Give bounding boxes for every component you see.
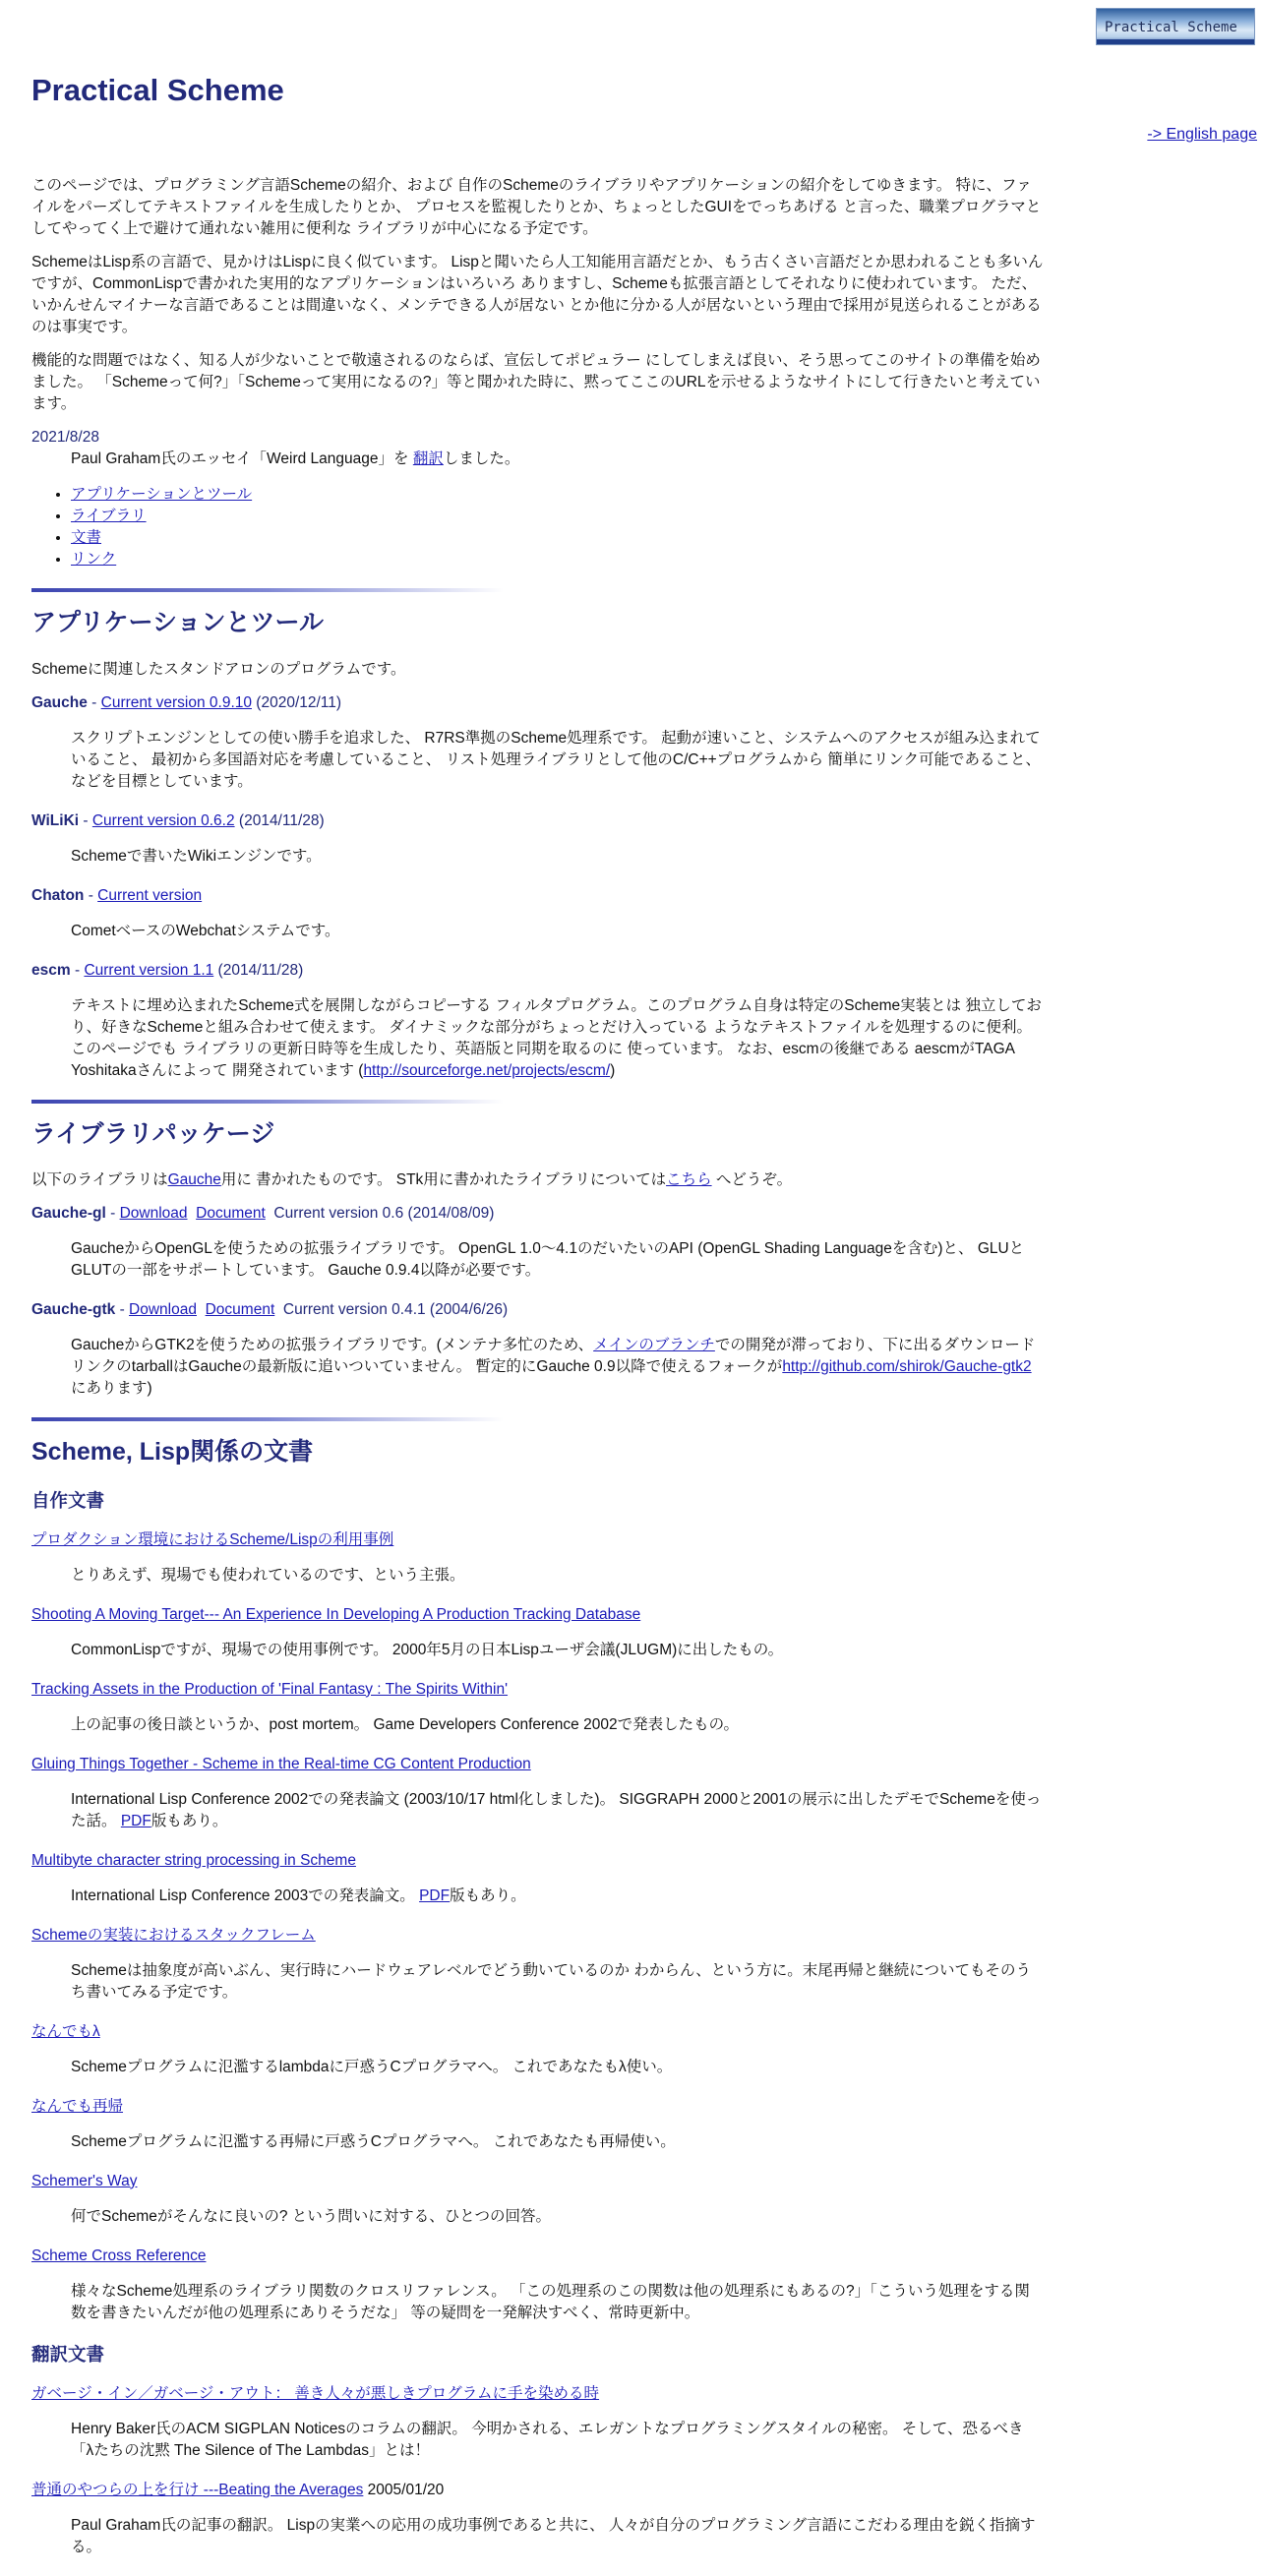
libs-intro bbox=[31, 1169, 1045, 1191]
download-link[interactable]: Download bbox=[119, 1205, 188, 1222]
doc-description-text: International Lisp Conference 2002での発表論文 (2003/10/17 html化しました)。 SIGGRAPH 2000と2001の展示に出したデモでSchemeを使った話。 bbox=[71, 1790, 1042, 1829]
main-branch-link[interactable]: メインのブランチ bbox=[593, 1337, 715, 1353]
doc-item bbox=[31, 2480, 1045, 2501]
doc-item bbox=[31, 2246, 1045, 2267]
table-of-contents bbox=[31, 484, 1045, 570]
toc-item bbox=[71, 549, 1045, 570]
separator: - bbox=[105, 1205, 120, 1222]
section-divider bbox=[31, 588, 504, 592]
doc-description-text: 版もあり。 bbox=[150, 1812, 228, 1829]
escm-sourceforge-link[interactable]: http://sourceforge.net/projects/escm/ bbox=[363, 1061, 611, 1079]
doc-title-link[interactable]: Multibyte character string processing in Scheme bbox=[31, 1851, 356, 1869]
lib-description-text: にあります) bbox=[71, 1380, 152, 1397]
doc-item bbox=[31, 1754, 1045, 1775]
toc-item bbox=[71, 506, 1045, 527]
doc-title-link[interactable]: Shooting A Moving Target--- An Experience In Developing A Production Tracking Database bbox=[31, 1605, 641, 1623]
intro-paragraph-2: SchemeはLisp系の言語で、見かけはLispに良く似ています。 Lispと聞いたら人工知能用言語だとか、もう古くさい言語だとか思われることも多いんですが、CommonLispで書かれた実用的なアプリケーションはいろいろ ありますし、Schemeも拡張言語としてそれなりに使われています。 ただ、いかんせんマイナーな言語であることは間違いなく、メンテできる人が居ない とか他に分かる人が居ないという理由で採用が見送られることがあるのは事実です。 bbox=[31, 254, 1044, 335]
app-description: Schemeで書いたWikiエンジンです。 bbox=[71, 847, 322, 865]
stk-libs-link[interactable]: こちら bbox=[666, 1171, 712, 1188]
doc-description: Schemeプログラムに氾濫する再帰に戸惑うCプログラマへ。 これであなたも再帰使い。 bbox=[71, 2132, 676, 2150]
doc-description: Schemeは抽象度が高いぶん、実行時にハードウェアレベルでどう動いているのか わからん、という方に。末尾再帰と継続についてもそのうち書いてみる予定です。 bbox=[71, 1961, 1031, 2001]
english-page-link[interactable]: -> English page bbox=[1147, 126, 1257, 143]
doc-title-link[interactable]: Schemeの実装におけるスタックフレーム bbox=[31, 1926, 316, 1944]
doc-title-link[interactable]: ガベージ・イン／ガベージ・アウト： 善き人々が悪しきプログラムに手を染める時 bbox=[31, 2385, 600, 2403]
doc-item bbox=[31, 1529, 1045, 1551]
doc-description: Henry Baker氏のACM SIGPLAN Noticesのコラムの翻訳。 今明かされる、エレガントなプログラミングスタイルの秘密。 そして、恐るべき「λたちの沈黙 The Silence of The Lambdas」とは！ bbox=[71, 2421, 1024, 2460]
app-name: Chaton bbox=[31, 886, 85, 904]
lib-version: Current version 0.6 (2014/08/09) bbox=[273, 1205, 495, 1222]
doc-description: Schemeプログラムに氾濫するlambdaに戸惑うCプログラマへ。 これであなたもλ使い。 bbox=[71, 2058, 673, 2075]
app-entry-wiliki bbox=[31, 810, 1045, 832]
subheading-own-docs: 自作文書 bbox=[31, 1489, 105, 1511]
libs-intro-text: 用に 書かれたものです。 STk用に書かれたライブラリについては bbox=[220, 1171, 667, 1188]
doc-title-link[interactable]: Schemer's Way bbox=[31, 2172, 138, 2189]
app-description-text: テキストに埋め込まれたScheme式を展開しながらコピーする フィルタプログラム。このプログラム自身は特定のScheme実装とは 独立しており、好きなSchemeと組み合わせて使えます。 ダイナミックな部分がちょっとだけ入っている ようなテキストファイルを処理するのに便利。このページでも ライブラリの更新日時等を生成したり、英語版と同期を取るのに 使っています。 なお、escmの後継である aescmがTAGA Yoshitakaさんによって 開発されています ( bbox=[71, 996, 1042, 1079]
app-name: WiLiKi bbox=[31, 811, 80, 829]
section-divider bbox=[31, 1417, 504, 1421]
toc-item bbox=[71, 484, 1045, 506]
news-date: 2021/8/28 bbox=[31, 429, 99, 446]
doc-description: とりあえず、現場でも使われているのです、という主張。 bbox=[71, 1566, 465, 1584]
gauche-gtk2-github-link[interactable]: http://github.com/shirok/Gauche-gtk2 bbox=[782, 1358, 1032, 1375]
lib-entry-gauche-gtk bbox=[31, 1299, 1045, 1321]
app-date: (2014/11/28) bbox=[234, 811, 325, 829]
toc-link-apps[interactable]: アプリケーションとツール bbox=[71, 486, 253, 503]
app-version-link[interactable]: Current version 0.9.10 bbox=[100, 693, 252, 711]
lib-description-text: GaucheからGTK2を使うための拡張ライブラリです。(メンテナ多忙のため、 bbox=[71, 1337, 594, 1353]
intro-paragraph-1: このページでは、プログラミング言語Schemeの紹介、および 自作のSchemeのライブラリやアプリケーションの紹介をしてゆきます。 特に、ファイルをパーズしてテキストファイルを生成したりとか、 プロセスを監視したりとか、ちょっとしたGUIをでっちあげる と言った、職業プログラマとしてやってく上で避けて通れない雑用に便利な ライブラリが中心になる予定です。 bbox=[31, 177, 1042, 237]
separator: - bbox=[70, 961, 85, 979]
app-date: (2020/12/11) bbox=[252, 693, 342, 711]
app-version-link[interactable]: Current version 0.6.2 bbox=[91, 811, 235, 829]
site-logo[interactable] bbox=[1096, 8, 1255, 45]
section-heading-docs: Scheme, Lisp関係の文書 bbox=[31, 1438, 314, 1466]
libs-intro-text: 以下のライブラリは bbox=[31, 1171, 168, 1188]
section-divider bbox=[31, 1100, 504, 1104]
page-title: Practical Scheme bbox=[31, 73, 284, 107]
app-description: スクリプトエンジンとしての使い勝手を追求した、 R7RS準拠のScheme処理系です。 起動が速いこと、システムへのアクセスが組み込まれていること、 最初から多国語対応を考慮していること、 リスト処理ライブラリとして他のC/C++プログラムから 簡単にリンク可能であること、 などを目標としています。 bbox=[71, 729, 1042, 790]
separator: - bbox=[79, 811, 92, 829]
app-description: CometベースのWebchatシステムです。 bbox=[71, 922, 340, 939]
section-heading-apps: アプリケーションとツール bbox=[31, 609, 325, 636]
pdf-link[interactable]: PDF bbox=[120, 1812, 151, 1829]
gauche-link[interactable]: Gauche bbox=[167, 1171, 221, 1188]
doc-title-link[interactable]: なんでもλ bbox=[31, 2022, 100, 2040]
main-content bbox=[31, 175, 1045, 2576]
separator: - bbox=[115, 1301, 130, 1318]
app-entry-chaton bbox=[31, 885, 1045, 907]
doc-item bbox=[31, 2171, 1045, 2192]
doc-item bbox=[31, 1679, 1045, 1701]
lib-description: GaucheからOpenGLを使うための拡張ライブラリです。 OpenGL 1.0〜4.1のだいたいのAPI (OpenGL Shading Languageを含む)と、 GLUとGLUTの一部をサポートしています。 Gauche 0.9.4以降が必要です。 bbox=[71, 1240, 1025, 1279]
doc-title-link[interactable]: Tracking Assets in the Production of 'Final Fantasy : The Spirits Within' bbox=[31, 1680, 509, 1698]
lib-description bbox=[71, 1335, 1045, 1400]
app-version-link[interactable]: Current version bbox=[97, 886, 203, 904]
doc-description: 上の記事の後日談というか、post mortem。 Game Developers Conference 2002で発表したもの。 bbox=[71, 1715, 739, 1733]
doc-title-link[interactable]: Gluing Things Together - Scheme in the Real-time CG Content Production bbox=[31, 1755, 531, 1772]
separator: - bbox=[87, 693, 101, 711]
doc-description bbox=[71, 1789, 1045, 1832]
toc-item bbox=[71, 527, 1045, 549]
doc-description-text: 版もあり。 bbox=[450, 1887, 526, 1904]
toc-link-docs[interactable]: 文書 bbox=[71, 529, 102, 546]
app-date: (2014/11/28) bbox=[213, 961, 304, 979]
doc-title-link[interactable]: なんでも再帰 bbox=[31, 2097, 124, 2115]
lib-name: Gauche-gtk bbox=[31, 1301, 116, 1318]
document-link[interactable]: Document bbox=[196, 1205, 266, 1222]
apps-intro: Schemeに関連したスタンドアロンのプログラムです。 bbox=[31, 660, 406, 678]
doc-item bbox=[31, 1925, 1045, 1947]
doc-title-link[interactable]: プロダクション環境におけるScheme/Lispの利用事例 bbox=[31, 1530, 394, 1548]
toc-link-links[interactable]: リンク bbox=[71, 551, 117, 568]
doc-description: Paul Graham氏の記事の翻訳。 Lispの実業への応用の成功事例であると共に、 人々が自分のプログラミング言語にこだわる理由を鋭く指摘する。 bbox=[71, 2517, 1036, 2556]
app-description bbox=[71, 995, 1045, 1082]
doc-date: 2005/01/20 bbox=[363, 2482, 445, 2499]
doc-item bbox=[31, 2383, 1045, 2405]
news-text-before: Paul Graham氏のエッセイ「Weird Language」を bbox=[71, 450, 413, 467]
logo-text: Practical Scheme bbox=[1105, 20, 1237, 35]
doc-item bbox=[31, 1850, 1045, 1872]
lib-description-text: での開発が滞っており、下に出るダウンロードリンクのtarballはGaucheの最新版に追いついていません。 暫定的にGauche 0.9以降で使えるフォークが bbox=[71, 1337, 1036, 1375]
download-link[interactable]: Download bbox=[129, 1301, 197, 1318]
app-version-link[interactable]: Current version 1.1 bbox=[84, 961, 214, 979]
app-entry-gauche bbox=[31, 692, 1045, 714]
doc-description-text: International Lisp Conference 2003での発表論文。 bbox=[71, 1887, 420, 1904]
news-item bbox=[71, 449, 1045, 470]
doc-description: 何でSchemeがそんなに良いの? という問いに対する、ひとつの回答。 bbox=[71, 2207, 551, 2225]
app-entry-escm bbox=[31, 960, 1045, 982]
lib-entry-gauche-gl bbox=[31, 1203, 1045, 1225]
doc-item bbox=[31, 2096, 1045, 2118]
pdf-link[interactable]: PDF bbox=[419, 1887, 451, 1904]
news-translation-link[interactable]: 翻訳 bbox=[412, 450, 444, 467]
document-link[interactable]: Document bbox=[205, 1301, 275, 1318]
app-name: escm bbox=[31, 961, 71, 979]
separator: - bbox=[84, 886, 98, 904]
toc-link-libs[interactable]: ライブラリ bbox=[71, 508, 147, 524]
subheading-translated-docs: 翻訳文書 bbox=[31, 2343, 105, 2365]
intro-paragraph-3: 機能的な問題ではなく、知る人が少ないことで敬遠されるのならば、宣伝してポピュラー にしてしまえば良い、そう思ってこのサイトの準備を始めました。 「Schemeって何?」「Schemeって実用になるの?」等と聞かれた時に、黙ってここのURLを示せるようなサイトにして行きたいと考えています。 bbox=[31, 352, 1041, 412]
doc-description bbox=[71, 1886, 1045, 1907]
doc-item bbox=[31, 2021, 1045, 2043]
doc-title-link[interactable]: 普通のやつらの上を行け ---Beating the Averages bbox=[31, 2482, 364, 2499]
libs-intro-text: へどうぞ。 bbox=[711, 1171, 793, 1188]
news-text-after: しました。 bbox=[443, 450, 520, 467]
app-description-tail: ) bbox=[610, 1061, 616, 1079]
section-heading-libs: ライブラリパッケージ bbox=[31, 1119, 275, 1148]
app-name: Gauche bbox=[31, 693, 88, 711]
logo-bar bbox=[1097, 39, 1254, 44]
doc-item bbox=[31, 1604, 1045, 1626]
doc-description: CommonLispですが、現場での使用事例です。 2000年5月の日本Lispユーザ会議(JLUGM)に出したもの。 bbox=[71, 1641, 784, 1658]
lib-name: Gauche-gl bbox=[31, 1205, 106, 1222]
doc-description: 様々なScheme処理系のライブラリ関数のクロスリファレンス。 「この処理系のこの関数は他の処理系にもあるの?」「こういう処理をする関数を書きたいんだが他の処理系にありそうだな」 等の疑問を一発解決すべく、常時更新中。 bbox=[71, 2282, 1030, 2321]
lib-version: Current version 0.4.1 (2004/6/26) bbox=[282, 1301, 509, 1318]
doc-title-link[interactable]: Scheme Cross Reference bbox=[31, 2247, 207, 2264]
